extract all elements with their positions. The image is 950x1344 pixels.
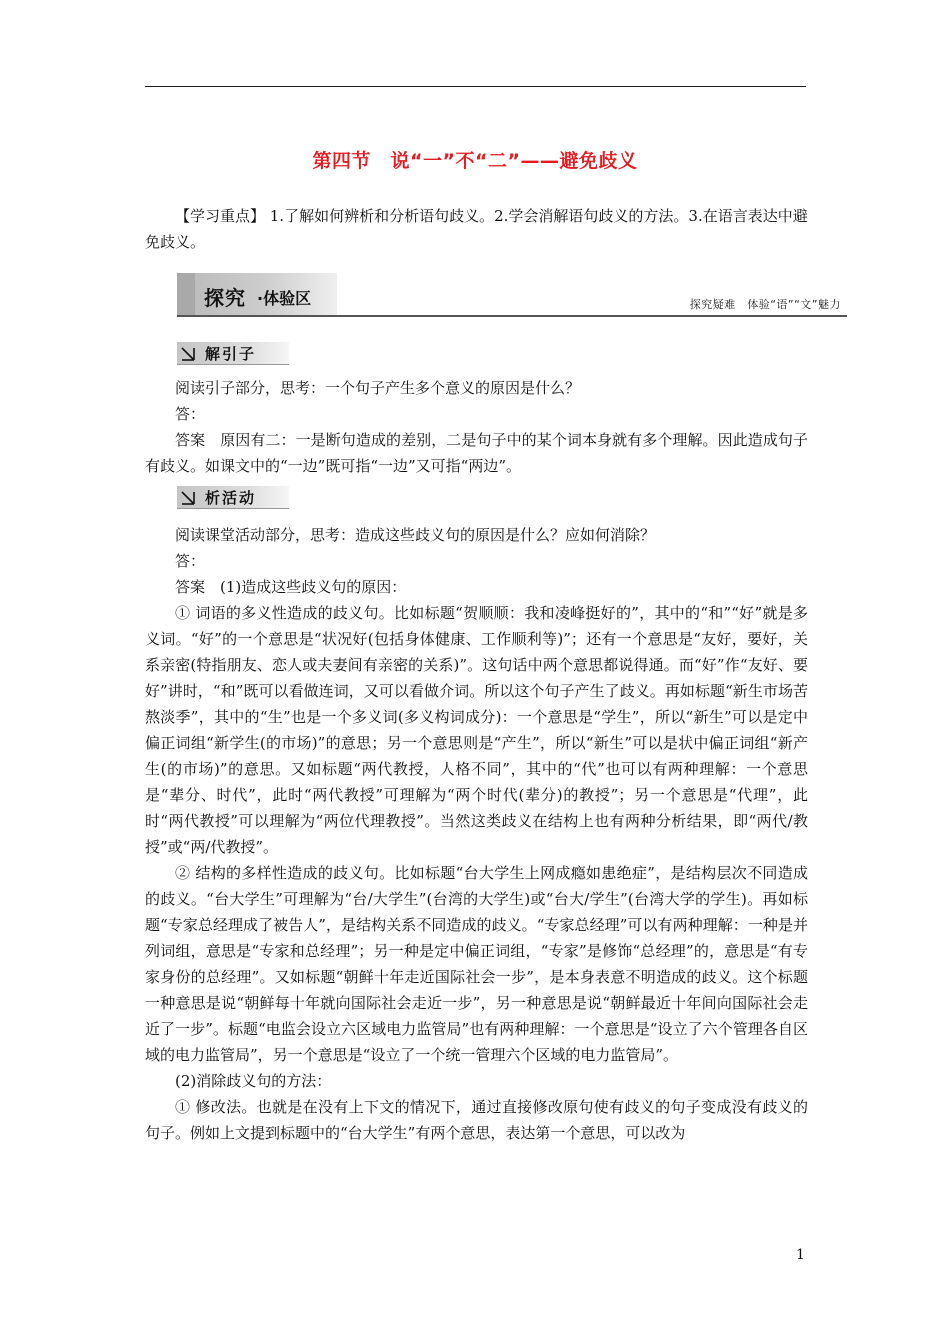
banner-tagline: 探究疑难 体验“语”“文”魅力 <box>689 298 841 311</box>
section-banner <box>177 273 847 319</box>
banner-main-label: 探究 <box>204 286 246 310</box>
paragraph: 答： <box>175 552 206 570</box>
learning-objectives: 【学习重点】 1.了解如何辨析和分析语句歧义。2.学会消解语句歧义的方法。3.在语言表达中避免歧义。 <box>145 207 808 251</box>
paragraph: 答案 原因有二：一是断句造成的差别，二是句子中的某个词本身就有多个理解。因此造成句子有歧义。如课文中的“一边”既可指“一边”又可指“两边”。 <box>145 431 808 475</box>
banner-sub-label: ·体验区 <box>257 289 312 308</box>
page-title: 第四节 说“一”不“二”——避免歧义 <box>312 150 638 172</box>
section-body-1 <box>145 375 808 479</box>
paragraph: 阅读课堂活动部分，思考：造成这些歧义句的原因是什么？应如何消除？ <box>175 526 656 544</box>
section-heading-label: 解引子 <box>205 345 257 363</box>
section-body-2 <box>145 522 808 1146</box>
corner-mark-icon <box>180 490 196 506</box>
header-rule <box>145 86 806 87</box>
paragraph: 答案 (1)造成这些歧义句的原因： <box>175 578 407 596</box>
paragraph: ① 词语的多义性造成的歧义句。比如标题“贺顺顺：我和凌峰挺好的”，其中的“和”“好”就是多义词。“好”的一个意思是“状况好(包括身体健康、工作顺利等)”；还有一个意思是“友好，要好，关系亲密(特指朋友、恋人或夫妻间有亲密的关系)”。这句话中两个意思都说得通。而“好”作“友好、要好”讲时，“和”既可以看做连词，又可以看做介词。所以这个句子产生了歧义。再如标题“新生市场苦熬淡季”，其中的“生”也是一个多义词(多义构词成分)：一个意思是“学生”，所以“新生”可以是定中偏正词组“新学生(的市场)”的意思；另一个意思则是“产生”，所以“新生”可以是状中偏正词组“新产生(的市场)”的意思。又如标题“两代教授，人格不同”，其中的“代”也可以有两种理解：一个意思是“辈分、时代”，此时“两代教授”可理解为“两个时代(辈分)的教授”；另一个意思是“代理”，此时“两代教授”可以理解为“两位代理教授”。当然这类歧义在结构上也有两种分析结果，即“两代/教授”或“两/代教授”。 <box>145 604 808 856</box>
paragraph: ① 修改法。也就是在没有上下文的情况下，通过直接修改原句使有歧义的句子变成没有歧义的句子。例如上文提到标题中的“台大学生”有两个意思，表达第一个意思，可以改为 <box>145 1098 808 1142</box>
section-heading-2 <box>177 486 297 510</box>
paragraph: 阅读引子部分，思考：一个句子产生多个意义的原因是什么？ <box>175 379 581 397</box>
paragraph: ② 结构的多样性造成的歧义句。比如标题“台大学生上网成瘾如患绝症”，是结构层次不同造成的歧义。“台大学生”可理解为“台/大学生”(台湾的大学生)或“台大/学生”(台湾大学的学生)。再如标题“专家总经理成了被告人”，是结构关系不同造成的歧义。“专家总经理”可以有两种理解：一种是并列词组，意思是“专家和总经理”；另一种是定中偏正词组，“专家”是修饰“总经理”的，意思是“有专家身份的总经理”。又如标题“朝鲜十年走近国际社会一步”，是本身表意不明造成的歧义。这个标题一种意思是说“朝鲜每十年就向国际社会走近一步”，另一种意思是说“朝鲜最近十年间向国际社会走近了一步”。标题“电监会设立六区域电力监管局”也有两种理解：一个意思是“设立了六个管理各自区域的电力监管局”，另一个意思是“设立了一个统一管理六个区域的电力监管局”。 <box>145 864 808 1064</box>
paragraph: (2)消除歧义句的方法： <box>175 1072 332 1090</box>
paragraph: 答： <box>175 405 206 423</box>
section-heading-1 <box>177 342 297 366</box>
banner-rule <box>177 315 847 317</box>
corner-mark-icon <box>180 346 196 362</box>
section-heading-label: 析活动 <box>205 489 257 507</box>
page-number: 1 <box>796 1247 805 1263</box>
